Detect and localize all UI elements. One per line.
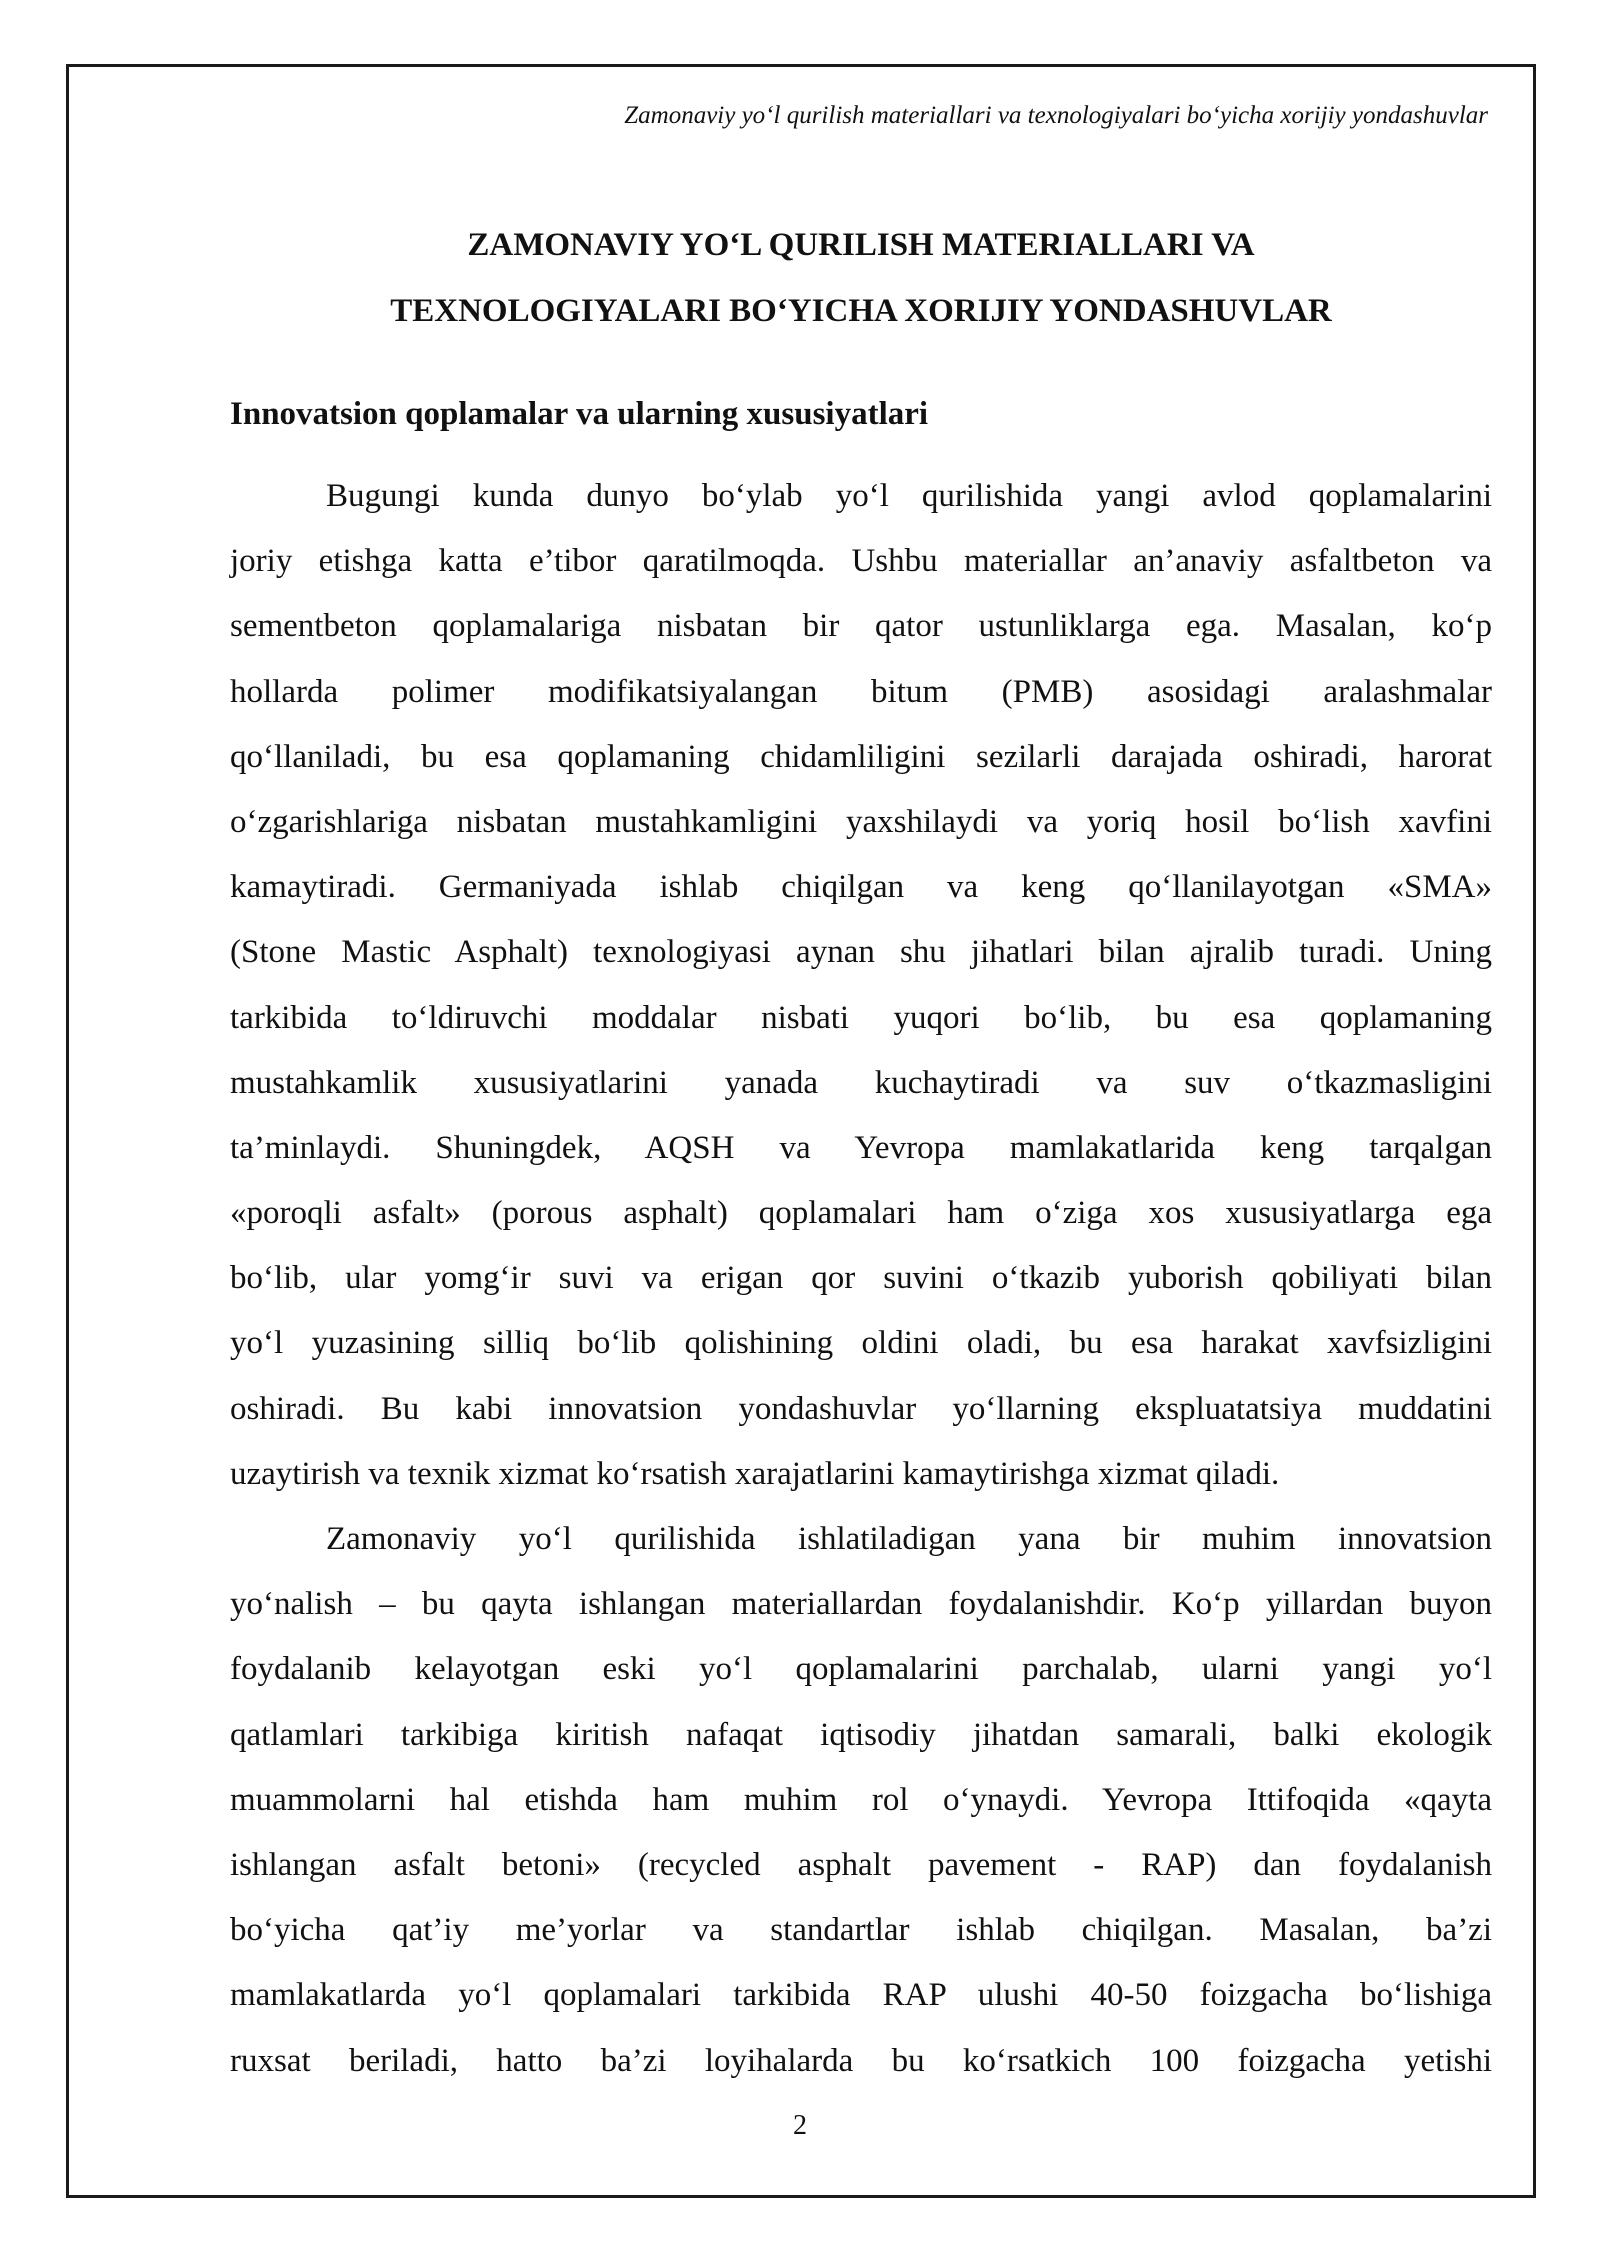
text-line: bo‘yicha qat’iy me’yorlar va standartlar ishlab chiqilgan. Masalan, ba’zi bbox=[230, 1912, 1492, 1949]
text-line: qo‘llaniladi, bu esa qoplamaning chidamliligini sezilarli darajada oshiradi, harorat bbox=[230, 738, 1492, 775]
section-heading: Innovatsion qoplamalar va ularning xususiyatlari bbox=[230, 396, 929, 432]
page-number: 2 bbox=[793, 2110, 807, 2141]
text-line: hollarda polimer modifikatsiyalangan bitum (PMB) asosidagi aralashmalar bbox=[230, 673, 1492, 710]
paragraph-1 bbox=[230, 464, 1492, 1507]
text-line: oshiradi. Bu kabi innovatsion yondashuvlar yo‘llarning ekspluatatsiya muddatini bbox=[230, 1390, 1492, 1427]
text-line: mustahkamlik xususiyatlarini yanada kuchaytiradi va suv o‘tkazmasligini bbox=[230, 1064, 1492, 1101]
document-title-line-1: ZAMONAVIY YO‘L QURILISH MATERIALLARI VA bbox=[467, 227, 1255, 263]
text-line: tarkibida to‘ldiruvchi moddalar nisbati yuqori bo‘lib, bu esa qoplamaning bbox=[230, 999, 1492, 1036]
text-line: joriy etishga katta e’tibor qaratilmoqda. Ushbu materiallar an’anaviy asfaltbeton va bbox=[230, 543, 1492, 580]
text-line: bo‘lib, ular yomg‘ir suvi va erigan qor suvini o‘tkazib yuborish qobiliyati bilan bbox=[230, 1260, 1492, 1297]
text-line: foydalanib kelayotgan eski yo‘l qoplamalarini parchalab, ularni yangi yo‘l bbox=[230, 1651, 1492, 1688]
text-line: «poroqli asfalt» (porous asphalt) qoplamalari ham o‘ziga xos xususiyatlarga ega bbox=[230, 1195, 1492, 1232]
text-line: yo‘l yuzasining silliq bo‘lib qolishining oldini oladi, bu esa harakat xavfsizligini bbox=[230, 1325, 1492, 1362]
text-line: ruxsat beriladi, hatto ba’zi loyihalarda bu ko‘rsatkich 100 foizgacha yetishi bbox=[230, 2042, 1492, 2079]
text-line: Bugungi kunda dunyo bo‘ylab yo‘l qurilishida yangi avlod qoplamalarini bbox=[326, 478, 1492, 514]
text-line: qatlamlari tarkibiga kiritish nafaqat iqtisodiy jihatdan samarali, balki ekologik bbox=[230, 1716, 1492, 1753]
body-text bbox=[230, 464, 1492, 2094]
text-line: ishlangan asfalt betoni» (recycled asphalt pavement - RAP) dan foydalanish bbox=[230, 1846, 1492, 1883]
paragraph-2 bbox=[230, 1507, 1492, 2094]
running-header: Zamonaviy yo‘l qurilish materiallari va texnologiyalari bo‘yicha xorijiy yondashuvlar bbox=[624, 102, 1488, 129]
text-line: sementbeton qoplamalariga nisbatan bir qator ustunliklarga ega. Masalan, ko‘p bbox=[230, 608, 1492, 645]
text-line: yo‘nalish – bu qayta ishlangan materiallardan foydalanishdir. Ko‘p yillardan buyon bbox=[230, 1586, 1492, 1623]
document-title-line-2: TEXNOLOGIYALARI BO‘YICHA XORIJIY YONDASHUVLAR bbox=[390, 293, 1332, 329]
text-line: (Stone Mastic Asphalt) texnologiyasi aynan shu jihatlari bilan ajralib turadi. Uning bbox=[230, 934, 1492, 971]
text-line: ta’minlaydi. Shuningdek, AQSH va Yevropa mamlakatlarida keng tarqalgan bbox=[230, 1129, 1492, 1166]
text-line: Zamonaviy yo‘l qurilishida ishlatiladigan yana bir muhim innovatsion bbox=[326, 1521, 1492, 1557]
text-line: o‘zgarishlariga nisbatan mustahkamligini yaxshilaydi va yoriq hosil bo‘lish xavfini bbox=[230, 803, 1492, 840]
text-line: kamaytiradi. Germaniyada ishlab chiqilgan va keng qo‘llanilayotgan «SMA» bbox=[230, 869, 1492, 906]
text-line: muammolarni hal etishda ham muhim rol o‘ynaydi. Yevropa Ittifoqida «qayta bbox=[230, 1781, 1492, 1818]
document-title bbox=[230, 212, 1492, 344]
text-line: uzaytirish va texnik xizmat ko‘rsatish xarajatlarini kamaytirishga xizmat qiladi. bbox=[230, 1455, 1280, 1492]
text-line: mamlakatlarda yo‘l qoplamalari tarkibida RAP ulushi 40-50 foizgacha bo‘lishiga bbox=[230, 1977, 1492, 2014]
